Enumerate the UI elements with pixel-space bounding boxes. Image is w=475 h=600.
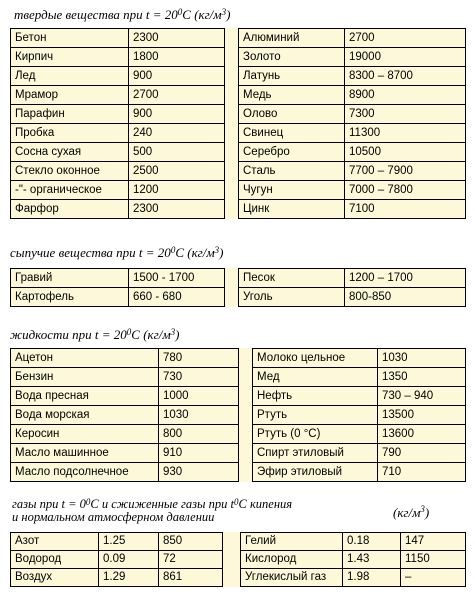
table-row bbox=[11, 406, 466, 425]
substance-name-cell: Вода морская bbox=[11, 406, 159, 425]
substance-name-cell: Песок bbox=[239, 269, 345, 288]
density-cell: 710 bbox=[378, 463, 466, 482]
bulk-title bbox=[10, 246, 223, 260]
table-gap bbox=[223, 551, 241, 569]
gas-density-cell: 0.18 bbox=[343, 533, 401, 551]
table-gap bbox=[239, 349, 253, 368]
gas-density-cell: 1.29 bbox=[99, 569, 159, 587]
table-gap bbox=[225, 48, 239, 67]
density-cell: 930 bbox=[159, 463, 239, 482]
density-cell: 730 – 940 bbox=[378, 387, 466, 406]
substance-name-cell: Свинец bbox=[239, 124, 345, 143]
substance-name-cell: Чугун bbox=[239, 181, 345, 200]
bulk-table bbox=[10, 268, 466, 307]
gas-name-cell: Кислород bbox=[241, 551, 343, 569]
table-row bbox=[11, 463, 466, 482]
bulk-title-degree: 0 bbox=[170, 245, 176, 255]
density-cell: 1500 - 1700 bbox=[129, 269, 225, 288]
gas-density-cell: 1.43 bbox=[343, 551, 401, 569]
gases-unit bbox=[393, 505, 429, 521]
bulk-title-unit-close: ) bbox=[219, 245, 224, 260]
solids-title-text: твердые вещества при t = 20 bbox=[14, 7, 178, 22]
density-cell: 800-850 bbox=[345, 288, 466, 307]
liquefied-density-cell: 72 bbox=[159, 551, 223, 569]
substance-name-cell: Гравий bbox=[11, 269, 129, 288]
gas-name-cell: Гелий bbox=[241, 533, 343, 551]
liquids-title-unit: (кг/м bbox=[143, 327, 171, 342]
liquids-table bbox=[10, 348, 466, 482]
gases-unit-close: ) bbox=[424, 505, 430, 520]
table-gap bbox=[239, 425, 253, 444]
substance-name-cell: Алюминий bbox=[239, 29, 345, 48]
density-cell: 900 bbox=[129, 67, 225, 86]
table-gap bbox=[225, 124, 239, 143]
table-row bbox=[11, 86, 466, 105]
substance-name-cell: Мед bbox=[253, 368, 378, 387]
density-cell: 2700 bbox=[345, 29, 466, 48]
density-cell: 7000 – 7800 bbox=[345, 181, 466, 200]
solids-table bbox=[10, 28, 466, 219]
substance-name-cell: Серебро bbox=[239, 143, 345, 162]
table-row bbox=[11, 162, 466, 181]
substance-name-cell: Кирпич bbox=[11, 48, 129, 67]
bulk-title-text: сыпучие вещества при t = 20 bbox=[10, 245, 171, 260]
density-cell: 500 bbox=[129, 143, 225, 162]
table-row bbox=[11, 368, 466, 387]
table-gap bbox=[239, 387, 253, 406]
substance-name-cell: Лед bbox=[11, 67, 129, 86]
table-gap bbox=[225, 29, 239, 48]
table-gap bbox=[225, 162, 239, 181]
table-row bbox=[11, 288, 466, 307]
substance-name-cell: Фарфор bbox=[11, 200, 129, 219]
gas-name-cell: Воздух bbox=[11, 569, 99, 587]
substance-name-cell: Парафин bbox=[11, 105, 129, 124]
table-gap bbox=[225, 181, 239, 200]
substance-name-cell: Вода пресная bbox=[11, 387, 159, 406]
liquefied-density-cell: 850 bbox=[159, 533, 223, 551]
table-gap bbox=[225, 86, 239, 105]
gases-title-line2: и нормальном атмосферном давлении bbox=[12, 510, 215, 524]
table-gap bbox=[225, 269, 239, 288]
gases-title-text-c: C кипения bbox=[238, 497, 293, 511]
substance-name-cell: Ацетон bbox=[11, 349, 159, 368]
solids-title-celsius: C bbox=[182, 7, 191, 22]
table-gap bbox=[239, 463, 253, 482]
density-cell: 7100 bbox=[345, 200, 466, 219]
table-row bbox=[11, 200, 466, 219]
liquids-title-degree: 0 bbox=[126, 327, 132, 337]
gas-name-cell: Углекислый газ bbox=[241, 569, 343, 587]
gases-title bbox=[12, 498, 292, 524]
table-gap bbox=[239, 444, 253, 463]
solids-title bbox=[14, 8, 230, 22]
table-gap bbox=[225, 200, 239, 219]
table-gap bbox=[225, 288, 239, 307]
substance-name-cell: Масло машинное bbox=[11, 444, 159, 463]
density-cell: 8300 – 8700 bbox=[345, 67, 466, 86]
gas-density-cell: 1.98 bbox=[343, 569, 401, 587]
substance-name-cell: Олово bbox=[239, 105, 345, 124]
table-row bbox=[11, 425, 466, 444]
substance-name-cell: Стекло оконное bbox=[11, 162, 129, 181]
density-cell: 10500 bbox=[345, 143, 466, 162]
substance-name-cell: Ртуть bbox=[253, 406, 378, 425]
liquids-title-celsius: C bbox=[131, 327, 140, 342]
substance-name-cell: Медь bbox=[239, 86, 345, 105]
table-row bbox=[11, 569, 466, 587]
density-cell: 800 bbox=[159, 425, 239, 444]
substance-name-cell: Пробка bbox=[11, 124, 129, 143]
table-gap bbox=[239, 368, 253, 387]
substance-name-cell: Бетон bbox=[11, 29, 129, 48]
solids-title-unit-close: ) bbox=[226, 7, 231, 22]
table-row bbox=[11, 124, 466, 143]
substance-name-cell: Масло подсолнечное bbox=[11, 463, 159, 482]
substance-name-cell: Эфир этиловый bbox=[253, 463, 378, 482]
substance-name-cell: Уголь bbox=[239, 288, 345, 307]
table-gap bbox=[239, 406, 253, 425]
table-gap bbox=[225, 105, 239, 124]
liquefied-density-cell: 861 bbox=[159, 569, 223, 587]
table-row bbox=[11, 29, 466, 48]
gases-title-text-a: газы при t = 0 bbox=[12, 497, 86, 511]
substance-name-cell: Молоко цельное bbox=[253, 349, 378, 368]
substance-name-cell: Латунь bbox=[239, 67, 345, 86]
substance-name-cell: Спирт этиловый bbox=[253, 444, 378, 463]
substance-name-cell: Мрамор bbox=[11, 86, 129, 105]
density-cell: 240 bbox=[129, 124, 225, 143]
density-cell: 2700 bbox=[129, 86, 225, 105]
table-row bbox=[11, 143, 466, 162]
density-cell: 13600 bbox=[378, 425, 466, 444]
liquids-title-text: жидкости при t = 20 bbox=[10, 327, 127, 342]
substance-name-cell: Бензин bbox=[11, 368, 159, 387]
liquids-title-unit-power: 3 bbox=[170, 327, 176, 337]
gas-name-cell: Водород bbox=[11, 551, 99, 569]
table-gap bbox=[223, 533, 241, 551]
table-row bbox=[11, 48, 466, 67]
density-cell: 910 bbox=[159, 444, 239, 463]
gases-title-degree-b: 0 bbox=[233, 497, 239, 507]
substance-name-cell: Сталь bbox=[239, 162, 345, 181]
bulk-title-celsius: C bbox=[175, 245, 184, 260]
density-cell: 11300 bbox=[345, 124, 466, 143]
liquefied-density-cell: 147 bbox=[401, 533, 466, 551]
liquefied-density-cell: 1150 bbox=[401, 551, 466, 569]
table-row bbox=[11, 67, 466, 86]
substance-name-cell: Сосна сухая bbox=[11, 143, 129, 162]
bulk-title-unit-power: 3 bbox=[214, 245, 220, 255]
table-gap bbox=[225, 143, 239, 162]
liquids-title bbox=[10, 328, 179, 342]
density-cell: 2300 bbox=[129, 29, 225, 48]
gases-title-degree-a: 0 bbox=[85, 497, 91, 507]
density-cell: 1200 bbox=[129, 181, 225, 200]
density-cell: 730 bbox=[159, 368, 239, 387]
density-cell: 660 - 680 bbox=[129, 288, 225, 307]
gas-name-cell: Азот bbox=[11, 533, 99, 551]
table-row bbox=[11, 105, 466, 124]
table-gap bbox=[225, 67, 239, 86]
solids-title-degree: 0 bbox=[177, 7, 183, 17]
solids-title-unit-power: 3 bbox=[221, 7, 227, 17]
density-cell: 2500 bbox=[129, 162, 225, 181]
substance-name-cell: Картофель bbox=[11, 288, 129, 307]
table-row bbox=[11, 181, 466, 200]
density-cell: 1030 bbox=[159, 406, 239, 425]
bulk-title-unit: (кг/м bbox=[187, 245, 215, 260]
density-cell: 1000 bbox=[159, 387, 239, 406]
substance-name-cell: Цинк bbox=[239, 200, 345, 219]
table-gap bbox=[223, 569, 241, 587]
table-row bbox=[11, 269, 466, 288]
density-cell: 13500 bbox=[378, 406, 466, 425]
table-row bbox=[11, 533, 466, 551]
substance-name-cell: -"- органическое bbox=[11, 181, 129, 200]
gases-title-text-b: C и сжиженные газы при t bbox=[90, 497, 234, 511]
density-cell: 2300 bbox=[129, 200, 225, 219]
table-row bbox=[11, 387, 466, 406]
substance-name-cell: Золото bbox=[239, 48, 345, 67]
gas-density-cell: 0.09 bbox=[99, 551, 159, 569]
liquefied-density-cell: – bbox=[401, 569, 466, 587]
table-row bbox=[11, 349, 466, 368]
table-row bbox=[11, 444, 466, 463]
density-cell: 900 bbox=[129, 105, 225, 124]
gases-unit-power: 3 bbox=[420, 504, 425, 514]
gases-unit-text: (кг/м bbox=[393, 505, 421, 520]
substance-name-cell: Ртуть (0 °C) bbox=[253, 425, 378, 444]
density-cell: 1800 bbox=[129, 48, 225, 67]
substance-name-cell: Нефть bbox=[253, 387, 378, 406]
table-row bbox=[11, 551, 466, 569]
gases-table bbox=[10, 532, 466, 587]
liquids-title-unit-close: ) bbox=[175, 327, 180, 342]
solids-title-unit: (кг/м bbox=[194, 7, 222, 22]
density-cell: 780 bbox=[159, 349, 239, 368]
gas-density-cell: 1.25 bbox=[99, 533, 159, 551]
density-cell: 790 bbox=[378, 444, 466, 463]
substance-name-cell: Керосин bbox=[11, 425, 159, 444]
density-cell: 7700 – 7900 bbox=[345, 162, 466, 181]
density-cell: 19000 bbox=[345, 48, 466, 67]
density-cell: 8900 bbox=[345, 86, 466, 105]
density-cell: 7300 bbox=[345, 105, 466, 124]
density-cell: 1350 bbox=[378, 368, 466, 387]
density-cell: 1030 bbox=[378, 349, 466, 368]
density-cell: 1200 – 1700 bbox=[345, 269, 466, 288]
